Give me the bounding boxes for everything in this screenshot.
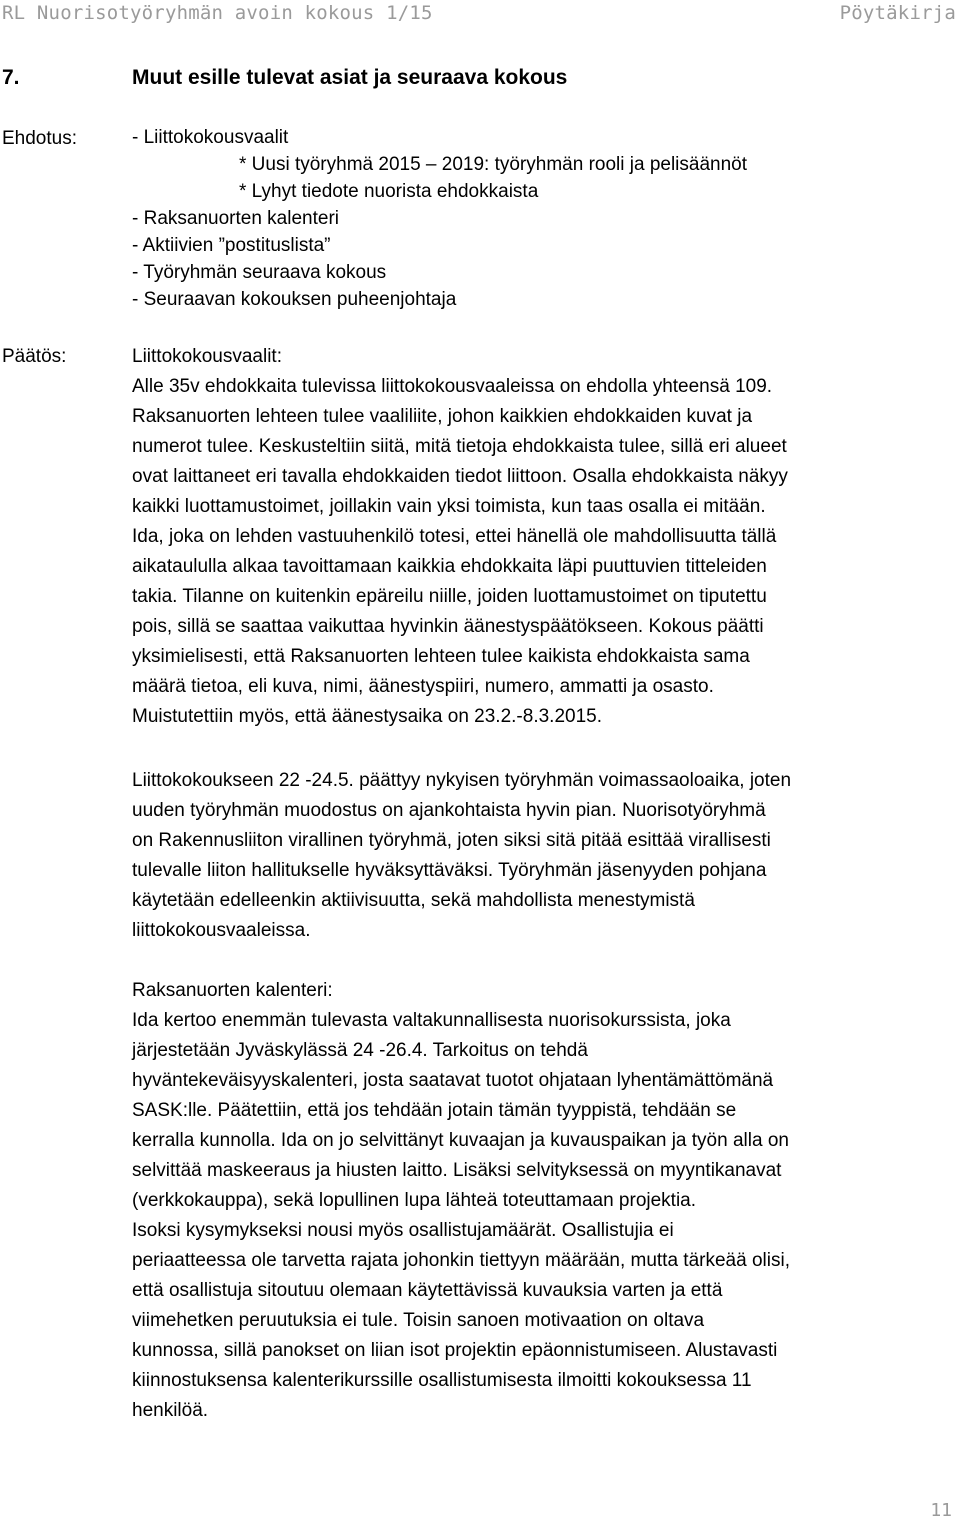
paragraph-line: tulevalle liiton hallitukselle hyväksyttäväksi. Työryhmän jäsenyyden pohjana — [132, 860, 767, 881]
paragraph-line: Raksanuorten lehteen tulee vaaliliite, johon kaikkien ehdokkaiden kuvat ja — [132, 406, 753, 427]
section-title: Muut esille tulevat asiat ja seuraava kokous — [132, 66, 568, 89]
paragraph-line: kunnossa, sillä panokset on liian isot projektin epäonnistumiseen. Alustavasti — [132, 1340, 778, 1361]
paragraph-line: uuden työryhmän muodostus on ajankohtaista hyvin pian. Nuorisotyöryhmä — [132, 800, 766, 821]
paragraph-line: että osallistuja sitoutuu olemaan käytettävissä kuvauksia varten ja että — [132, 1280, 723, 1301]
paragraph-line: Ida, joka on lehden vastuuhenkilö totesi, ettei hänellä ole mahdollisuutta tällä — [132, 526, 777, 547]
paragraph-line: pois, sillä se saattaa vaikuttaa hyvinkin äänestyspäätökseen. Kokous päätti — [132, 616, 764, 637]
paragraph-line: numerot tulee. Keskusteltiin siitä, mitä tietoja ehdokkaista tulee, sillä eri alueet — [132, 436, 787, 457]
ehdotus-label: Ehdotus: — [2, 128, 77, 149]
ehdotus-item: - Raksanuorten kalenteri — [132, 208, 339, 229]
paragraph-line: selvittää maskeeraus ja hiusten laitto. Lisäksi selvityksessä on myyntikanavat — [132, 1160, 782, 1181]
paragraph-line: SASK:lle. Päätettiin, että jos tehdään jotain tämän tyyppistä, tehdään se — [132, 1100, 737, 1121]
ehdotus-item: - Työryhmän seuraava kokous — [132, 262, 387, 283]
paragraph-line: ovat laittaneet eri tavalla ehdokkaiden tiedot liittoon. Osalla ehdokkaista näkyy — [132, 466, 788, 487]
paragraph-line: Isoksi kysymykseksi nousi myös osallistujamäärät. Osallistujia ei — [132, 1220, 674, 1241]
paatos-label: Päätös: — [2, 346, 67, 367]
paragraph-line: takia. Tilanne on kuitenkin epäreilu niille, joiden luottamustoimet on tiputettu — [132, 586, 767, 607]
paragraph-line: liittokokousvaaleissa. — [132, 920, 311, 941]
paragraph-line: henkilöä. — [132, 1400, 209, 1421]
paragraph-line: on Rakennusliiton virallinen työryhmä, joten siksi sitä pitää esittää virallisesti — [132, 830, 771, 851]
paragraph-line: viimehetken peruutuksia ei tule. Toisin sanoen motivaation on oltava — [132, 1310, 705, 1331]
paragraph-line: hyväntekeväisyyskalenteri, josta saatavat tuotot ohjataan lyhentämättömänä — [132, 1070, 774, 1091]
paatos-tyoryhma — [132, 766, 958, 946]
paragraph-line: periaatteessa ole tarvetta rajata johonkin tiettyyn määrään, mutta tärkeää olisi, — [132, 1250, 790, 1271]
paragraph-line: yksimielisesti, että Raksanuorten lehteen tulee kaikista ehdokkaista sama — [132, 646, 750, 667]
paragraph-line: järjestetään Jyväskylässä 24 -26.4. Tarkoitus on tehdä — [132, 1040, 588, 1061]
paragraph-line: (verkkokauppa), sekä lopullinen lupa lähteä toteuttamaan projektia. — [132, 1190, 697, 1211]
ehdotus-subitem: * Lyhyt tiedote nuorista ehdokkaista — [239, 181, 539, 202]
ehdotus-subitem: * Uusi työryhmä 2015 – 2019: työryhmän rooli ja pelisäännöt — [239, 154, 748, 175]
ehdotus-item: - Liittokokousvaalit — [132, 127, 289, 148]
section-number: 7. — [2, 66, 20, 89]
paragraph-line: Raksanuorten kalenteri: — [132, 980, 333, 1001]
paragraph-line: Liittokokoukseen 22 -24.5. päättyy nykyisen työryhmän voimassaoloaika, joten — [132, 770, 792, 791]
paragraph-line: Alle 35v ehdokkaita tulevissa liittokokousvaaleissa on ehdolla yhteensä 109. — [132, 376, 773, 397]
paragraph-line: Liittokokousvaalit: — [132, 346, 282, 367]
paragraph-line: kaikki luottamustoimet, joillakin vain yksi toimista, kun taas osalla ei mitään. — [132, 496, 766, 517]
header-document-type: Pöytäkirja — [839, 2, 956, 24]
paatos-raksanuorten-kalenteri — [132, 976, 958, 1426]
page-header — [0, 2, 960, 26]
paragraph-line: aikataululla alkaa tavoittamaan kaikkia ehdokkaita läpi puuttuvien titteleiden — [132, 556, 767, 577]
ehdotus-item: - Seuraavan kokouksen puheenjohtaja — [132, 289, 457, 310]
ehdotus-list — [132, 124, 958, 313]
page-number: 11 — [930, 1500, 952, 1521]
header-meeting-title: RL Nuorisotyöryhmän avoin kokous 1/15 — [2, 2, 433, 24]
paragraph-line: kiinnostuksensa kalenterikurssille osallistumisesta ilmoitti kokouksessa 11 — [132, 1370, 752, 1391]
ehdotus-item: - Aktiivien ”postituslista” — [132, 235, 331, 256]
paragraph-line: käytetään edelleenkin aktiivisuutta, sekä mahdollista menestymistä — [132, 890, 695, 911]
paragraph-line: Ida kertoo enemmän tulevasta valtakunnallisesta nuorisokurssista, joka — [132, 1010, 731, 1031]
paragraph-line: määrä tietoa, eli kuva, nimi, äänestyspiiri, numero, ammatti ja osasto. — [132, 676, 714, 697]
paatos-liittokokousvaalit — [132, 342, 958, 732]
paragraph-line: Muistutettiin myös, että äänestysaika on 23.2.-8.3.2015. — [132, 706, 602, 727]
paragraph-line: kerralla kunnolla. Ida on jo selvittänyt kuvaajan ja kuvauspaikan ja työn alla on — [132, 1130, 789, 1151]
